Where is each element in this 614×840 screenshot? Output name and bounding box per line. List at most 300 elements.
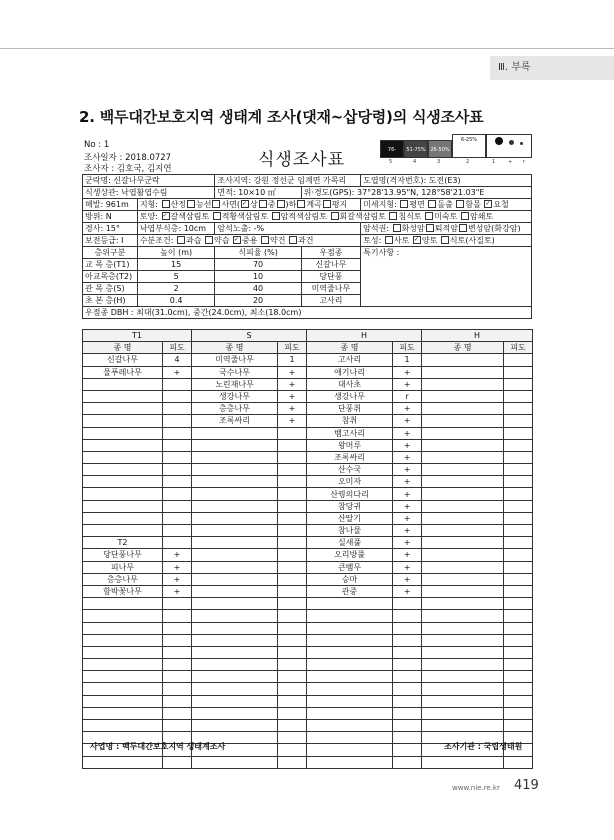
cover-cell: +	[278, 390, 307, 402]
legend-num: 1	[492, 159, 496, 165]
species-cell	[422, 403, 504, 415]
strata-name: 관 목 층(S)	[83, 283, 138, 295]
cover-cell	[278, 683, 307, 695]
cover-cell	[163, 525, 192, 537]
cover-cell	[278, 500, 307, 512]
strata-height: 0.4	[137, 295, 215, 307]
cover-cell	[278, 464, 307, 476]
site-info-table	[82, 174, 532, 319]
species-cell	[192, 671, 278, 683]
cover-cell	[278, 671, 307, 683]
cover-header: 피도	[393, 342, 422, 354]
species-header: 종 명	[192, 342, 278, 354]
cover-cell: +	[393, 488, 422, 500]
cover-cell: +	[278, 403, 307, 415]
species-cell	[192, 537, 278, 549]
species-cell: 생강나무	[307, 390, 393, 402]
cover-cell: +	[393, 439, 422, 451]
species-cell: 뱀고사리	[307, 427, 393, 439]
bedrock: 암석권: 화성암 퇴적암 변성암(화강암)	[361, 223, 532, 235]
species-cell	[422, 622, 504, 634]
cover-cell: +	[163, 366, 192, 378]
cover-cell	[163, 464, 192, 476]
species-cell	[422, 610, 504, 622]
cover-cell	[393, 622, 422, 634]
species-cell	[422, 537, 504, 549]
cover-cell	[504, 390, 533, 402]
legend-num: 2	[466, 159, 470, 165]
species-cell: 관중	[307, 585, 393, 597]
cover-cell	[278, 707, 307, 719]
species-cell	[83, 707, 163, 719]
table-row	[83, 488, 533, 500]
strata-name: 아교목층(T2)	[83, 271, 138, 283]
cover-cell	[504, 695, 533, 707]
species-cell	[422, 573, 504, 585]
species-cell: 국수나무	[192, 366, 278, 378]
cover-cell	[393, 659, 422, 671]
species-cell	[422, 707, 504, 719]
cover-cell	[278, 585, 307, 597]
species-cell	[422, 646, 504, 658]
species-cell	[422, 390, 504, 402]
species-cell	[192, 439, 278, 451]
cover-cell	[393, 683, 422, 695]
slope: 경사: 15°	[83, 223, 138, 235]
cover-cell	[163, 500, 192, 512]
cover-cell	[163, 488, 192, 500]
sheet-title: 식생조사표	[258, 150, 346, 170]
strata-head: 높이 (m)	[137, 247, 215, 259]
legend-num: 4	[413, 159, 417, 165]
species-cell: 산수국	[307, 464, 393, 476]
species-cell	[83, 403, 163, 415]
species-cell	[192, 622, 278, 634]
document-title: 2. 백두대간보호지역 생태계 조사(댓재~삽당령)의 식생조사표	[79, 108, 484, 126]
cover-cell	[504, 525, 533, 537]
strata-height: 15	[137, 259, 215, 271]
species-cell	[307, 695, 393, 707]
species-cell	[307, 598, 393, 610]
table-row	[83, 756, 533, 768]
species-cell	[83, 598, 163, 610]
species-cell	[83, 464, 163, 476]
species-cell	[422, 354, 504, 366]
table-row	[83, 695, 533, 707]
species-cell	[83, 512, 163, 524]
cover-cell	[504, 427, 533, 439]
cover-cell	[163, 683, 192, 695]
micro-topography: 미세지형: 평면 돌출 함몰 ✓ 요철	[361, 199, 532, 211]
cover-cell	[504, 646, 533, 658]
species-cell	[422, 366, 504, 378]
legend-num: 5	[389, 159, 393, 165]
species-cell	[83, 390, 163, 402]
species-cell	[192, 500, 278, 512]
cover-cell	[278, 622, 307, 634]
survey-agency: 조사기관 : 국립생태원	[444, 742, 523, 751]
species-cell: T2	[83, 537, 163, 549]
community-name: 군락명: 신갈나무군락	[83, 175, 215, 187]
species-cell	[83, 451, 163, 463]
strata-head: 층위구분	[83, 247, 138, 259]
species-cell	[192, 659, 278, 671]
species-cell	[307, 671, 393, 683]
species-cell: 산꿩의다리	[307, 488, 393, 500]
species-cell	[192, 598, 278, 610]
species-cell	[83, 476, 163, 488]
cover-cell: 4	[163, 354, 192, 366]
cover-cell	[504, 439, 533, 451]
cover-cell: +	[163, 573, 192, 585]
cover-cell	[278, 720, 307, 732]
table-row	[83, 610, 533, 622]
species-cell: 애기나리	[307, 366, 393, 378]
cover-cell: +	[278, 415, 307, 427]
cover-cell: +	[393, 427, 422, 439]
project-name: 사업명 : 백두대간보호지역 생태계조사	[90, 742, 226, 751]
cover-cell	[504, 549, 533, 561]
cover-cell	[163, 720, 192, 732]
species-cell: 단풍취	[307, 403, 393, 415]
species-cell	[307, 744, 393, 756]
table-row	[83, 427, 533, 439]
cover-cell	[278, 512, 307, 524]
species-cell: 함박꽃나무	[83, 585, 163, 597]
cover-cell	[278, 549, 307, 561]
species-cell	[422, 427, 504, 439]
species-cell	[307, 646, 393, 658]
species-cell	[422, 476, 504, 488]
table-row	[83, 573, 533, 585]
species-cell: 참당귀	[307, 500, 393, 512]
cover-cell: 1	[278, 354, 307, 366]
species-cell	[83, 683, 163, 695]
cover-cell	[278, 695, 307, 707]
species-cell	[83, 646, 163, 658]
species-header: 종 명	[83, 342, 163, 354]
species-cell: 산딸기	[307, 512, 393, 524]
cover-cell	[163, 756, 192, 768]
species-cell	[192, 695, 278, 707]
cover-cell	[393, 732, 422, 744]
strata-cover: 20	[215, 295, 301, 307]
cover-header: 피도	[163, 342, 192, 354]
species-cell	[83, 610, 163, 622]
cover-cell: +	[393, 573, 422, 585]
species-cell	[422, 464, 504, 476]
section-tab: Ⅲ. 부록	[490, 56, 614, 80]
cover-cell: +	[163, 561, 192, 573]
species-cell	[422, 695, 504, 707]
table-row	[83, 720, 533, 732]
species-cell	[83, 488, 163, 500]
species-cell: 승마	[307, 573, 393, 585]
soil-type: 토양: ✓ 갈색삼림토 적황색삼림토 암적색삼림토 회갈색삼림토 침식토 미숙토 암쇄토	[137, 211, 531, 223]
species-cell	[83, 500, 163, 512]
species-cell	[192, 549, 278, 561]
cover-cell	[278, 561, 307, 573]
cover-cell	[504, 707, 533, 719]
table-row	[83, 378, 533, 390]
species-cell	[192, 451, 278, 463]
cover-cell	[163, 476, 192, 488]
table-row	[83, 476, 533, 488]
altitude: 해발: 961m	[83, 199, 138, 211]
species-cell: 조록싸리	[192, 415, 278, 427]
species-cell	[307, 720, 393, 732]
species-cell	[192, 561, 278, 573]
cover-cell	[393, 598, 422, 610]
cover-cell	[393, 707, 422, 719]
table-row	[83, 366, 533, 378]
strata-name: 초 본 층(H)	[83, 295, 138, 307]
species-cell	[307, 683, 393, 695]
cover-cell: +	[393, 512, 422, 524]
species-cell	[192, 756, 278, 768]
table-row	[83, 512, 533, 524]
species-cell	[83, 695, 163, 707]
cover-cell	[393, 695, 422, 707]
species-cell	[307, 756, 393, 768]
cover-cell	[504, 366, 533, 378]
strata-height: 2	[137, 283, 215, 295]
species-cell	[422, 756, 504, 768]
species-cell	[422, 683, 504, 695]
species-cell: 오미자	[307, 476, 393, 488]
species-cell: 고사리	[307, 354, 393, 366]
species-header: 종 명	[422, 342, 504, 354]
cover-cell	[278, 598, 307, 610]
cover-cell	[278, 659, 307, 671]
cover-cell	[504, 378, 533, 390]
cover-cell	[504, 671, 533, 683]
table-row	[83, 549, 533, 561]
species-cell	[192, 488, 278, 500]
species-header: 종 명	[307, 342, 393, 354]
rock-exposure: 암석노출: -%	[215, 223, 361, 235]
species-cell	[192, 512, 278, 524]
cover-cell: +	[393, 537, 422, 549]
species-cell	[422, 585, 504, 597]
species-cell	[192, 646, 278, 658]
cover-cell	[163, 378, 192, 390]
physiognomy: 식생상관: 낙엽활엽수림	[83, 187, 215, 199]
cover-cell	[504, 573, 533, 585]
cover-cell	[163, 439, 192, 451]
cover-cell	[278, 451, 307, 463]
dominant-dbh: 우점종 DBH : 최대(31.0cm), 중간(24.0cm), 최소(18.0cm)	[83, 307, 532, 319]
cover-cell	[504, 537, 533, 549]
cover-cell	[163, 634, 192, 646]
species-cell	[422, 561, 504, 573]
cover-cell: +	[393, 525, 422, 537]
cover-cell	[163, 622, 192, 634]
cover-cell	[504, 659, 533, 671]
cover-cell	[393, 646, 422, 658]
cover-cell: +	[278, 378, 307, 390]
topography: 지형: 산정 능선 사면(✓ 상 중 )하 계곡 평지	[137, 199, 360, 211]
species-cell	[192, 720, 278, 732]
cover-cell: +	[393, 561, 422, 573]
species-cell: 노린재나무	[192, 378, 278, 390]
table-row	[83, 537, 533, 549]
species-cell	[83, 671, 163, 683]
species-table	[82, 329, 533, 769]
species-cell: 참나물	[307, 525, 393, 537]
species-cell	[83, 756, 163, 768]
cover-cell	[504, 756, 533, 768]
species-cell	[422, 378, 504, 390]
cover-cell	[278, 427, 307, 439]
cover-cell	[393, 744, 422, 756]
cover-cell	[504, 598, 533, 610]
table-row	[83, 707, 533, 719]
species-cell	[83, 622, 163, 634]
species-cell: 물푸레나무	[83, 366, 163, 378]
cover-cell	[278, 488, 307, 500]
table-row	[83, 646, 533, 658]
cover-cell: +	[163, 585, 192, 597]
species-cell	[307, 610, 393, 622]
species-cell	[422, 598, 504, 610]
cover-header: 피도	[504, 342, 533, 354]
table-row	[83, 659, 533, 671]
cover-cell	[393, 610, 422, 622]
cover-cell	[163, 512, 192, 524]
species-cell: 대사초	[307, 378, 393, 390]
species-cell	[422, 549, 504, 561]
gps: 위·경도(GPS): 37°28'13.95"N, 128°58'21.03"E	[301, 187, 531, 199]
table-row	[83, 464, 533, 476]
table-row	[83, 671, 533, 683]
header-rule	[0, 48, 614, 49]
species-cell	[83, 378, 163, 390]
species-cell	[307, 622, 393, 634]
cover-cell: +	[393, 403, 422, 415]
species-cell	[192, 464, 278, 476]
cover-cell: +	[393, 585, 422, 597]
table-row	[83, 561, 533, 573]
species-cell	[83, 415, 163, 427]
cover-cell	[163, 646, 192, 658]
cover-cell	[163, 451, 192, 463]
layer-header: T1	[83, 330, 192, 342]
legend-cell: 76-100%	[380, 140, 404, 158]
cover-header: 피도	[278, 342, 307, 354]
cover-cell	[278, 646, 307, 658]
cover-cell	[393, 634, 422, 646]
plot-area: 면적: 10×10 ㎡	[215, 187, 301, 199]
table-row	[83, 598, 533, 610]
species-cell	[192, 573, 278, 585]
species-cell	[422, 415, 504, 427]
species-cell	[192, 610, 278, 622]
strata-cover: 70	[215, 259, 301, 271]
species-cell: 생강나무	[192, 390, 278, 402]
cover-legend	[380, 137, 532, 171]
layer-header: H	[307, 330, 422, 342]
cover-cell	[504, 488, 533, 500]
species-cell: 신갈나무	[83, 354, 163, 366]
cover-cell: +	[393, 415, 422, 427]
surveyor: 조사자 : 김호국, 김지연	[84, 164, 172, 174]
species-cell: 오리방풀	[307, 549, 393, 561]
species-cell	[192, 585, 278, 597]
cover-cell	[163, 598, 192, 610]
cover-cell: +	[393, 549, 422, 561]
cover-cell	[504, 683, 533, 695]
species-cell: 당단풍나무	[83, 549, 163, 561]
species-cell	[422, 634, 504, 646]
strata-head: 우점종	[301, 247, 360, 259]
strata-head: 식피율 (%)	[215, 247, 301, 259]
species-cell: 피나무	[83, 561, 163, 573]
cover-cell	[163, 403, 192, 415]
layer-header: H	[422, 330, 533, 342]
table-row	[83, 585, 533, 597]
species-cell	[83, 427, 163, 439]
species-cell	[83, 525, 163, 537]
cover-cell: +	[163, 549, 192, 561]
species-cell	[307, 732, 393, 744]
soil-texture: 토성: 사토 ✓ 양토 식토(사질토)	[361, 235, 532, 247]
strata-name: 교 목 층(T1)	[83, 259, 138, 271]
table-row	[83, 622, 533, 634]
cover-cell: +	[393, 500, 422, 512]
species-cell	[422, 525, 504, 537]
cover-cell	[163, 659, 192, 671]
cover-cell: +	[393, 378, 422, 390]
species-cell	[192, 525, 278, 537]
cover-cell: +	[393, 451, 422, 463]
table-row	[83, 451, 533, 463]
table-row	[83, 634, 533, 646]
species-cell: 층층나무	[83, 573, 163, 585]
cover-cell	[504, 354, 533, 366]
cover-cell	[163, 427, 192, 439]
table-row	[83, 683, 533, 695]
species-cell	[422, 488, 504, 500]
cover-cell	[278, 634, 307, 646]
species-cell: 참취	[307, 415, 393, 427]
legend-num: 3	[437, 159, 441, 165]
cover-cell	[278, 744, 307, 756]
cover-cell	[278, 732, 307, 744]
aspect: 방위: N	[83, 211, 138, 223]
cover-cell	[504, 403, 533, 415]
cover-cell	[504, 500, 533, 512]
cover-cell	[504, 585, 533, 597]
conservation-grade: 보전등급: Ⅰ	[83, 235, 138, 247]
legend-cell: 51-75%	[404, 140, 428, 158]
cover-cell: +	[278, 366, 307, 378]
species-cell	[422, 512, 504, 524]
legend-cell: 6-25%	[452, 134, 486, 158]
cover-cell	[278, 439, 307, 451]
cover-cell	[504, 634, 533, 646]
cover-cell	[278, 756, 307, 768]
cover-cell	[504, 561, 533, 573]
species-cell	[422, 659, 504, 671]
species-cell	[192, 707, 278, 719]
species-cell	[422, 500, 504, 512]
table-row	[83, 500, 533, 512]
species-cell	[422, 451, 504, 463]
species-cell	[307, 634, 393, 646]
species-cell: 미역줄나무	[192, 354, 278, 366]
table-row	[83, 390, 533, 402]
